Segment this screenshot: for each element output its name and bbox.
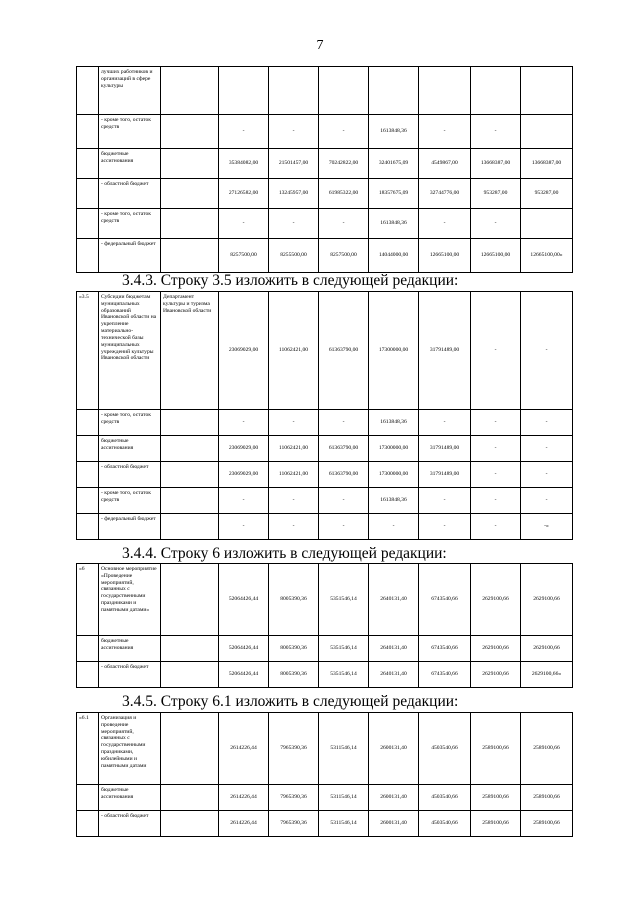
description-cell: - кроме того, остаток средств — [99, 209, 161, 239]
value-cell: 31791489,00 — [419, 462, 471, 488]
value-cell: 8257500,00 — [319, 239, 369, 273]
value-cell: 6743540,66 — [419, 564, 471, 636]
value-cell: 8005390,36 — [269, 636, 319, 662]
description-cell: Основное мероприятие «Проведение мероприятий, связанных с государственными праздниками и памятными датами» — [99, 564, 161, 636]
value-cell: 14044000,00 — [369, 239, 419, 273]
value-cell: - — [319, 410, 369, 436]
executor-cell — [161, 811, 219, 837]
table-row — [77, 410, 573, 436]
value-cell: - — [269, 488, 319, 514]
value-cell: 1613848,36 — [369, 209, 419, 239]
table-row — [77, 564, 573, 636]
value-cell: - — [269, 115, 319, 149]
description-cell: Субсидии бюджетам муниципальных образований Ивановской области на укрепление материально-технической базы муниципальных учреждений культуры Ивановской области — [99, 292, 161, 410]
value-cell: 11062421,00 — [269, 462, 319, 488]
row-number-cell — [77, 488, 99, 514]
value-cell: 2614226,44 — [219, 713, 269, 785]
value-cell: 2629100,66 — [521, 564, 573, 636]
value-cell: - — [319, 514, 369, 540]
value-cell: - — [319, 488, 369, 514]
table-row — [77, 209, 573, 239]
value-cell: 13668387,00 — [521, 149, 573, 179]
description-cell: бюджетные ассигнования — [99, 785, 161, 811]
table-6-1-section — [76, 712, 572, 837]
description-cell: - кроме того, остаток средств — [99, 115, 161, 149]
row-number-cell — [77, 811, 99, 837]
value-cell: - — [471, 436, 521, 462]
value-cell: 2640131,40 — [369, 662, 419, 688]
value-cell: 32744776,00 — [419, 179, 471, 209]
value-cell: -» — [521, 514, 573, 540]
top-table-section — [76, 66, 572, 273]
row-number-cell — [77, 436, 99, 462]
value-cell: 5351546,14 — [319, 636, 369, 662]
value-cell: 2589100,66 — [521, 713, 573, 785]
value-cell: 953287,00 — [471, 179, 521, 209]
value-cell: - — [419, 115, 471, 149]
executor-cell — [161, 239, 219, 273]
value-cell: 5351546,14 — [319, 662, 369, 688]
value-cell: 52064426,44 — [219, 662, 269, 688]
value-cell — [369, 67, 419, 115]
value-cell: 2640131,40 — [369, 564, 419, 636]
value-cell: - — [269, 410, 319, 436]
value-cell: - — [471, 514, 521, 540]
value-cell: 21501457,00 — [269, 149, 319, 179]
row-number-cell — [77, 514, 99, 540]
value-cell: 5311546,14 — [319, 713, 369, 785]
description-cell: - областной бюджет — [99, 662, 161, 688]
executor-cell — [161, 514, 219, 540]
executor-cell — [161, 462, 219, 488]
row-number-cell: «6.1 — [77, 713, 99, 785]
value-cell: 61363790,00 — [319, 292, 369, 410]
row-number-cell — [77, 115, 99, 149]
value-cell: 5351546,14 — [319, 564, 369, 636]
table-3-5-section — [76, 291, 572, 540]
value-cell: - — [419, 410, 471, 436]
executor-cell — [161, 564, 219, 636]
top-table — [76, 66, 573, 273]
description-cell: - кроме того, остаток средств — [99, 488, 161, 514]
value-cell: 2614226,44 — [219, 785, 269, 811]
table-row — [77, 811, 573, 837]
heading-3-4-5: 3.4.5. Строку 6.1 изложить в следующей редакции: — [122, 693, 459, 710]
value-cell: - — [471, 410, 521, 436]
executor-cell — [161, 67, 219, 115]
value-cell: - — [471, 209, 521, 239]
value-cell — [521, 67, 573, 115]
value-cell: 52064426,44 — [219, 636, 269, 662]
value-cell: - — [319, 209, 369, 239]
value-cell: 23069029,00 — [219, 462, 269, 488]
value-cell: 18357675,09 — [369, 179, 419, 209]
table-row — [77, 292, 573, 410]
value-cell: 27126582,00 — [219, 179, 269, 209]
row-number-cell — [77, 67, 99, 115]
value-cell: 11062421,00 — [269, 436, 319, 462]
value-cell: 8005390,36 — [269, 662, 319, 688]
table-row — [77, 436, 573, 462]
row-number-cell — [77, 462, 99, 488]
value-cell: 953287,00 — [521, 179, 573, 209]
value-cell: 17300000,00 — [369, 436, 419, 462]
value-cell: - — [521, 410, 573, 436]
value-cell: - — [419, 209, 471, 239]
description-cell: - кроме того, остаток средств — [99, 410, 161, 436]
value-cell — [319, 67, 369, 115]
executor-cell — [161, 488, 219, 514]
value-cell: 8005390,36 — [269, 564, 319, 636]
value-cell: - — [219, 115, 269, 149]
table-row — [77, 713, 573, 785]
executor-cell — [161, 209, 219, 239]
value-cell: 4503540,66 — [419, 811, 471, 837]
value-cell: 13245957,00 — [269, 179, 319, 209]
executor-cell — [161, 179, 219, 209]
row-number-cell — [77, 785, 99, 811]
value-cell: 4503540,66 — [419, 785, 471, 811]
row-number-cell — [77, 662, 99, 688]
value-cell: 2629100,66 — [471, 662, 521, 688]
value-cell: - — [419, 488, 471, 514]
value-cell: 4503540,66 — [419, 713, 471, 785]
value-cell: - — [521, 462, 573, 488]
value-cell: 61363790,00 — [319, 436, 369, 462]
row-number-cell — [77, 179, 99, 209]
value-cell: 12665100,00» — [521, 239, 573, 273]
value-cell: - — [521, 488, 573, 514]
executor-cell — [161, 149, 219, 179]
value-cell: 7965390,36 — [269, 713, 319, 785]
executor-cell — [161, 662, 219, 688]
value-cell: 32401675,09 — [369, 149, 419, 179]
value-cell — [521, 209, 573, 239]
value-cell: 6743540,66 — [419, 636, 471, 662]
value-cell: 2600131,40 — [369, 785, 419, 811]
table-row — [77, 662, 573, 688]
value-cell — [419, 67, 471, 115]
row-number-cell — [77, 636, 99, 662]
row-number-cell: «6 — [77, 564, 99, 636]
value-cell: - — [269, 209, 319, 239]
value-cell: - — [269, 514, 319, 540]
table-row — [77, 149, 573, 179]
value-cell: - — [471, 488, 521, 514]
table-row — [77, 462, 573, 488]
table-row — [77, 785, 573, 811]
executor-cell — [161, 713, 219, 785]
description-cell: - федеральный бюджет — [99, 514, 161, 540]
table-3-5 — [76, 291, 573, 540]
value-cell: - — [471, 115, 521, 149]
value-cell: 31791489,00 — [419, 292, 471, 410]
description-cell: бюджетные ассигнования — [99, 436, 161, 462]
executor-cell — [161, 115, 219, 149]
value-cell: 70242822,00 — [319, 149, 369, 179]
description-cell: бюджетные ассигнования — [99, 636, 161, 662]
value-cell: 8257500,00 — [219, 239, 269, 273]
value-cell — [219, 67, 269, 115]
value-cell: 2589100,66 — [521, 811, 573, 837]
value-cell: 2600131,40 — [369, 811, 419, 837]
value-cell: 2614226,44 — [219, 811, 269, 837]
value-cell: 17300000,00 — [369, 462, 419, 488]
value-cell: 6743540,66 — [419, 662, 471, 688]
heading-3-4-3: 3.4.3. Строку 3.5 изложить в следующей редакции: — [122, 272, 459, 289]
value-cell — [269, 67, 319, 115]
value-cell: 1613848,36 — [369, 115, 419, 149]
description-cell: лучших работников и организаций в сфере культуры — [99, 67, 161, 115]
value-cell: 1613848,36 — [369, 410, 419, 436]
value-cell: 4549867,00 — [419, 149, 471, 179]
table-6-section — [76, 563, 572, 688]
table-row — [77, 514, 573, 540]
value-cell: 2589100,66 — [471, 785, 521, 811]
value-cell: 35384082,00 — [219, 149, 269, 179]
heading-3-4-4: 3.4.4. Строку 6 изложить в следующей редакции: — [122, 545, 447, 562]
row-number-cell — [77, 239, 99, 273]
description-cell: Организация и проведение мероприятий, связанных с государственными праздниками, юбилейными и памятными датами — [99, 713, 161, 785]
description-cell: бюджетные ассигнования — [99, 149, 161, 179]
value-cell: 31791489,00 — [419, 436, 471, 462]
table-row — [77, 179, 573, 209]
table-row — [77, 488, 573, 514]
description-cell: - федеральный бюджет — [99, 239, 161, 273]
executor-cell: Департамент культуры и туризма Ивановской области — [161, 292, 219, 410]
executor-cell — [161, 636, 219, 662]
executor-cell — [161, 436, 219, 462]
description-cell: - областной бюджет — [99, 811, 161, 837]
table-row — [77, 115, 573, 149]
value-cell: 2629100,66» — [521, 662, 573, 688]
table-6 — [76, 563, 573, 688]
value-cell: 2629100,66 — [471, 636, 521, 662]
row-number-cell — [77, 410, 99, 436]
table-row — [77, 636, 573, 662]
value-cell: 8255500,00 — [269, 239, 319, 273]
value-cell: - — [219, 209, 269, 239]
value-cell: - — [419, 514, 471, 540]
page-number: 7 — [316, 38, 324, 53]
value-cell: - — [219, 410, 269, 436]
value-cell: 61363790,00 — [319, 462, 369, 488]
value-cell: - — [521, 292, 573, 410]
table-row — [77, 239, 573, 273]
value-cell: - — [219, 514, 269, 540]
value-cell: 2589100,66 — [471, 713, 521, 785]
value-cell: 5311546,14 — [319, 811, 369, 837]
value-cell: 12665100,00 — [471, 239, 521, 273]
value-cell: 2589100,66 — [471, 811, 521, 837]
executor-cell — [161, 410, 219, 436]
value-cell: 2640131,40 — [369, 636, 419, 662]
value-cell: 2600131,40 — [369, 713, 419, 785]
description-cell: - областной бюджет — [99, 462, 161, 488]
value-cell: 7965390,36 — [269, 785, 319, 811]
table-6-1 — [76, 712, 573, 837]
value-cell: 61985322,00 — [319, 179, 369, 209]
value-cell: - — [369, 514, 419, 540]
value-cell: 5311546,14 — [319, 785, 369, 811]
row-number-cell — [77, 149, 99, 179]
executor-cell — [161, 785, 219, 811]
description-cell: - областной бюджет — [99, 179, 161, 209]
value-cell: 2629100,66 — [471, 564, 521, 636]
value-cell: 52064426,44 — [219, 564, 269, 636]
value-cell: 11062421,00 — [269, 292, 319, 410]
row-number-cell — [77, 209, 99, 239]
value-cell: 1613848,36 — [369, 488, 419, 514]
value-cell: 23069029,00 — [219, 292, 269, 410]
row-number-cell: «3.5 — [77, 292, 99, 410]
value-cell: 23069029,00 — [219, 436, 269, 462]
value-cell: 2629100,66 — [521, 636, 573, 662]
value-cell: - — [521, 436, 573, 462]
value-cell: 12665100,00 — [419, 239, 471, 273]
value-cell: - — [219, 488, 269, 514]
value-cell: 13668387,00 — [471, 149, 521, 179]
value-cell: - — [471, 462, 521, 488]
value-cell — [521, 115, 573, 149]
value-cell: - — [471, 292, 521, 410]
value-cell: - — [319, 115, 369, 149]
value-cell: 17300000,00 — [369, 292, 419, 410]
value-cell: 2589100,66 — [521, 785, 573, 811]
value-cell — [471, 67, 521, 115]
value-cell: 7965390,36 — [269, 811, 319, 837]
table-row — [77, 67, 573, 115]
